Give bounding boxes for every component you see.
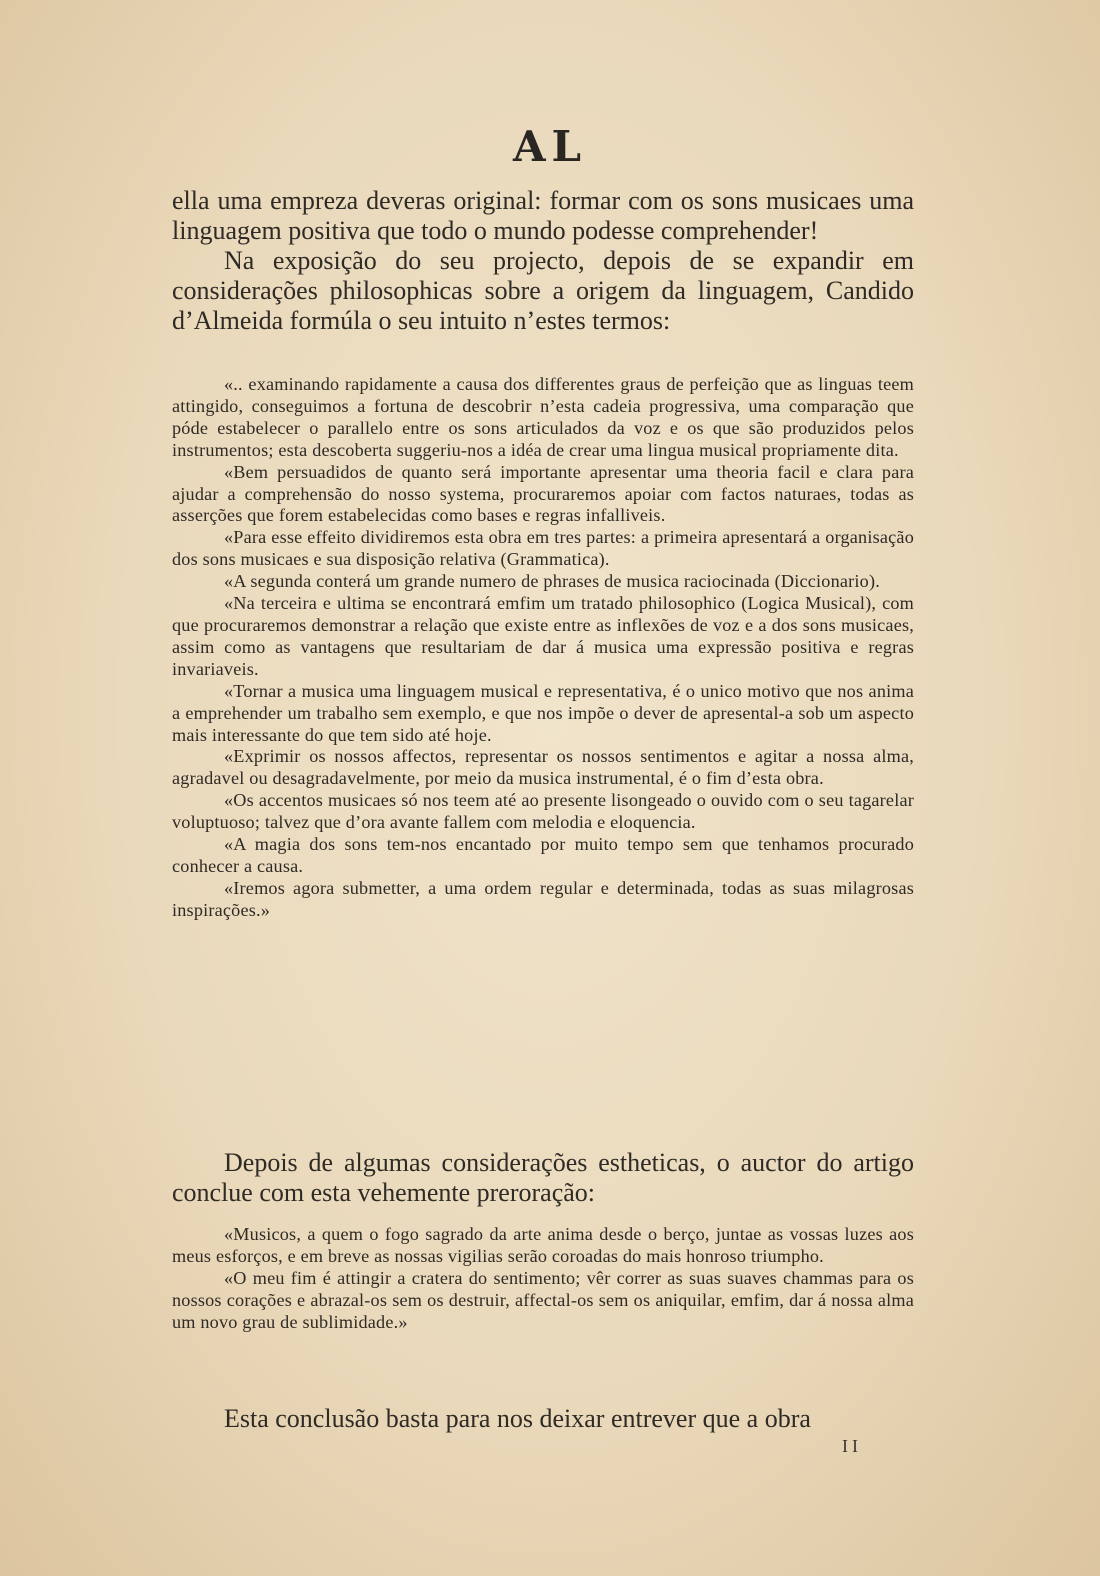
- running-header: AL: [512, 122, 588, 171]
- quote-paragraph: «Para esse effeito dividiremos esta obra em tres partes: a primeira apresentará a organisação dos sons musicaes e sua disposição relativa (Grammatica).: [172, 527, 914, 570]
- ending-text: [172, 1404, 914, 1434]
- quote-paragraph: «A segunda conterá um grande numero de phrases de musica raciocinada (Diccionario).: [224, 571, 880, 592]
- quote-paragraph: «O meu fim é attingir a cratera do sentimento; vêr correr as suas suaves chammas para os nossos corações e abrazal-os sem os destruir, affectal-os sem os aniquilar, emfim, dar á nossa alma um novo grau de sublimidade.»: [172, 1267, 914, 1332]
- quote-paragraph: «Tornar a musica uma linguagem musical e representativa, é o unico motivo que nos anima a emprehender um trabalho sem exemplo, e que nos impõe o dever de apresental-a sob um aspecto mais interessante do que tem sido até hoje.: [172, 680, 914, 745]
- quote-paragraph: «.. examinando rapidamente a causa dos differentes graus de perfeição que as linguas teem attingido, conseguimos a fortuna de descobrir n’esta cadeia progressiva, uma comparação que póde estabelecer o parallelo entre os sons articulados da voz e os que são produzidos pelos instrumentos; esta descoberta suggeriu-nos a idéa de crear uma lingua musical propriamente dita.: [172, 374, 914, 460]
- intro-paragraph-1: ella uma empreza deveras original: formar com os sons musicaes uma linguagem positiva que todo o mundo podesse comprehender!: [172, 186, 914, 245]
- quote-paragraph: «Os accentos musicaes só nos teem até ao presente lisongeado o ouvido com o seu tagarelar voluptuoso; talvez que d’ora avante fallem com melodia e eloquencia.: [172, 790, 914, 833]
- quote-paragraph: «Na terceira e ultima se encontrará emfim um tratado philosophico (Logica Musical), com que procuraremos demonstrar a relação que existe entre as inflexões de voz e a dos sons musicaes, assim como as vantagens que resultariam de dar á musica uma expressão positiva e regras invariaveis.: [172, 593, 914, 679]
- page-number: II: [842, 1436, 862, 1456]
- quote-paragraph: «Iremos agora submetter, a uma ordem regular e determinada, todas as suas milagrosas inspirações.»: [172, 877, 914, 920]
- quote-block-2: [172, 1224, 914, 1334]
- middle-text: [172, 1148, 914, 1208]
- intro-text: [172, 186, 914, 336]
- quote-paragraph: «Exprimir os nossos affectos, representar os nossos sentimentos e agitar a nossa alma, agradavel ou desagradavelmente, por meio da musica instrumental, é o fim d’esta obra.: [172, 746, 914, 789]
- quote-paragraph: «A magia dos sons tem-nos encantado por muito tempo sem que tenhamos procurado conhecer a causa.: [172, 834, 914, 876]
- quote-paragraph: «Bem persuadidos de quanto será importante apresentar uma theoria facil e clara para ajudar a comprehensão do nosso systema, procuraremos apoiar com factos naturaes, todas as asserções que forem estabelecidas como bases e regras infalliveis.: [172, 461, 914, 526]
- ending-paragraph: Esta conclusão basta para nos deixar entrever que a obra: [224, 1404, 811, 1433]
- middle-paragraph: Depois de algumas considerações estheticas, o auctor do artigo conclue com esta vehemente preroração:: [172, 1148, 914, 1207]
- intro-paragraph-2: Na exposição do seu projecto, depois de se expandir em considerações philosophicas sobre a origem da linguagem, Candido d’Almeida formúla o seu intuito n’estes termos:: [172, 246, 914, 335]
- quote-paragraph: «Musicos, a quem o fogo sagrado da arte anima desde o berço, juntae as vossas luzes aos meus esforços, e em breve as nossas vigilias serão coroadas do mais honroso triumpho.: [172, 1224, 914, 1266]
- quote-block-1: [172, 374, 914, 922]
